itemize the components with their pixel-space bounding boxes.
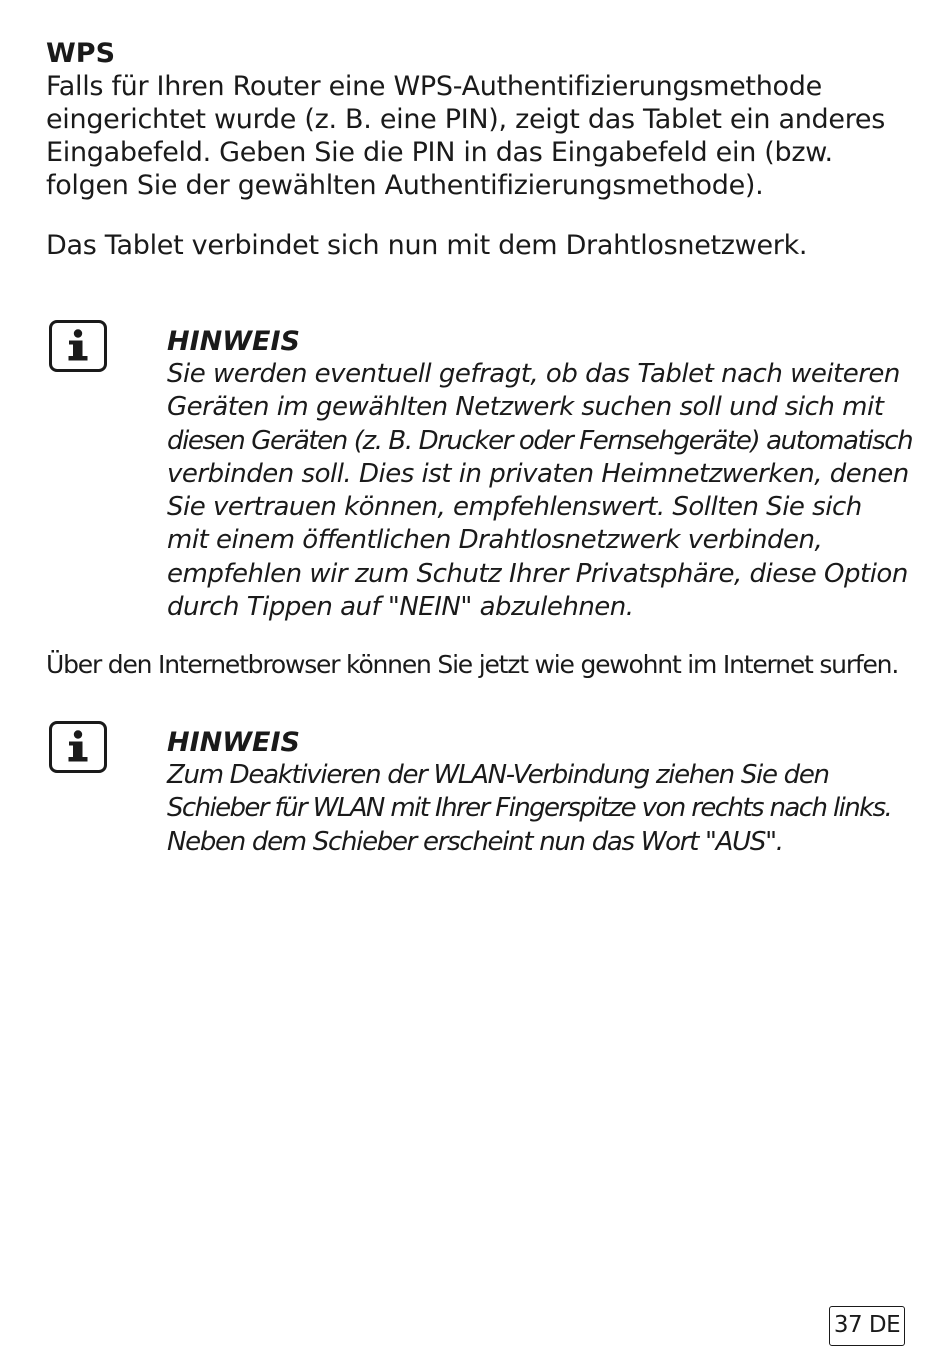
wps-heading: WPS bbox=[46, 38, 116, 69]
wps-line-1: Falls für Ihren Router eine WPS-Authentifizierungsmethode bbox=[46, 71, 822, 102]
note-2-line-2: Schieber für WLAN mit Ihrer Fingerspitze von rechts nach links. bbox=[167, 793, 892, 824]
connect-text: Das Tablet verbindet sich nun mit dem Drahtlosnetzwerk. bbox=[46, 230, 808, 261]
note-2-body bbox=[167, 721, 907, 859]
note-1-line-2: Geräten im gewählten Netzwerk suchen soll und sich mit bbox=[167, 392, 884, 423]
info-icon bbox=[49, 721, 107, 773]
wps-paragraph bbox=[46, 70, 906, 202]
note-1-body bbox=[167, 320, 913, 624]
note-1-line-3: diesen Geräten (z. B. Drucker oder Fernsehgeräte) automatisch bbox=[167, 425, 913, 456]
connect-block bbox=[46, 229, 906, 262]
info-icon bbox=[49, 320, 107, 372]
page-number-badge: 37 DE bbox=[829, 1306, 905, 1346]
note-2-line-3: Neben dem Schieber erscheint nun das Wort "AUS". bbox=[167, 826, 783, 857]
note-2-text bbox=[167, 759, 907, 859]
note-1-line-6: mit einem öffentlichen Drahtlosnetzwerk verbinden, bbox=[167, 525, 823, 556]
browser-text: Über den Internetbrowser können Sie jetzt wie gewohnt im Internet surfen. bbox=[46, 650, 899, 679]
note-2-title: HINWEIS bbox=[167, 727, 300, 758]
note-1-line-7: empfehlen wir zum Schutz Ihrer Privatsphäre, diese Option bbox=[167, 558, 908, 589]
wps-section bbox=[46, 38, 906, 202]
note-2-line-1: Zum Deaktivieren der WLAN-Verbindung ziehen Sie den bbox=[167, 760, 829, 790]
note-1-line-4: verbinden soll. Dies ist in privaten Heimnetzwerken, denen bbox=[167, 458, 909, 489]
browser-block bbox=[46, 648, 906, 681]
note-1-line-1: Sie werden eventuell gefragt, ob das Tablet nach weiteren bbox=[167, 359, 900, 389]
note-1-text bbox=[167, 358, 913, 624]
wps-line-2: eingerichtet wurde (z. B. eine PIN), zeigt das Tablet ein anderes bbox=[46, 104, 885, 135]
wps-line-4: folgen Sie der gewählten Authentifizierungsmethode). bbox=[46, 170, 764, 201]
note-1-line-5: Sie vertrauen können, empfehlenswert. Sollten Sie sich bbox=[167, 492, 862, 523]
note-1-line-8: durch Tippen auf "NEIN" abzulehnen. bbox=[167, 592, 634, 623]
note-1-title: HINWEIS bbox=[167, 326, 300, 357]
wps-line-3: Eingabefeld. Geben Sie die PIN in das Eingabefeld ein (bzw. bbox=[46, 137, 833, 168]
